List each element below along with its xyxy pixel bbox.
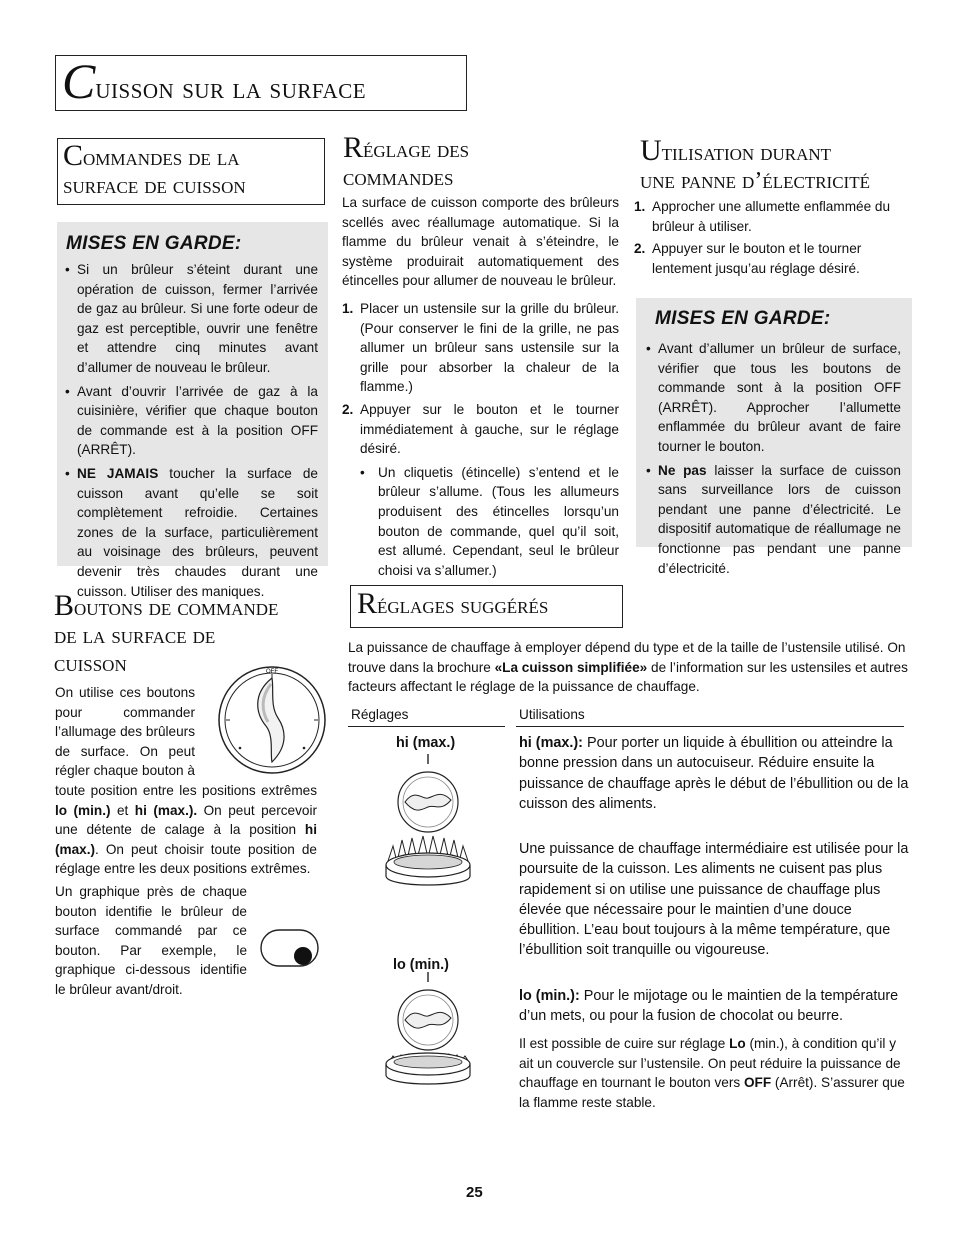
lo-label: lo (min.): [393, 957, 449, 973]
svg-text:OFF: OFF: [266, 669, 278, 675]
warning-item: • Avant d’ouvrir l’arrivée de gaz à la cuisinière, vérifier que chaque bouton de commande est à la position OFF (ARRÊT).: [65, 382, 318, 460]
hi-label: hi (max.): [396, 735, 456, 751]
reglage-intro: La surface de cuisson comporte des brûleurs scellés avec réallumage automatique. Si la flamme du brûleur venait à s’éteindre, le système produirait automatiquement des étincelles pour allumer de nouveau le brûleur.: [342, 195, 619, 289]
panne-steps: [634, 197, 910, 281]
commandes-warning-box: [57, 222, 328, 599]
knob-float-spacer: [195, 683, 317, 779]
commandes-warning-list: [65, 260, 318, 605]
page-title-initial: C: [62, 53, 96, 109]
panne-step: 2. Appuyer sur le bouton et le tourner lentement jusqu’au réglage désiré.: [634, 241, 862, 276]
commandes-heading-box: [57, 138, 325, 205]
suggeres-intro: La puissance de chauffage à employer dépend du type et de la taille de l’ustensile utilisé. On trouve dans la brochure «La cuisson simplifiée» de l’information sur les ustensiles et autres facteurs affectant le réglage de la puissance de chauffage.: [348, 640, 908, 695]
hi-knob-icon: [383, 752, 473, 937]
column-header-utilisations: Utilisations: [519, 707, 585, 722]
reglage-sub-list: [360, 463, 619, 581]
lo-note: Il est possible de cuire sur réglage Lo (min.), à condition qu’il y ait un couvercle sur l’ustensile. On peut réduire la puissance de chauffage en tournant le bouton vers OFF (Arrêt). S’assurer que la flamme reste stable.: [519, 1036, 905, 1110]
commandes-heading: Commandes de la surface de cuisson: [63, 139, 246, 199]
warning-item: • Ne pas laisser la surface de cuisson sans surveillance lors de cuisson pendant une panne d’électricité. Le dispositif automatique de réallumage ne fonctionne pas pendant une panne d’électricité.: [646, 461, 901, 579]
warning-title: MISES EN GARDE:: [655, 308, 831, 329]
panne-warning-list: [646, 339, 901, 582]
hi-description: hi (max.): Pour porter un liquide à ébullition ou atteindre la bonne pression dans un autocuiseur. Réduire ensuite la puissance de chauffage après le début de l’ébullition ou de la cuisson des aliments.: [519, 735, 909, 812]
page-title-rest: uisson sur la surface: [95, 72, 367, 105]
warning-item: • Si un brûleur s’éteint durant une opération de cuisson, fermer l’arrivée de gaz au brûleur. Si une forte odeur de gaz est perceptible, ouvrir une fenêtre et attendre cinq minutes avant d’allumer de nouveau le brûleur.: [65, 260, 318, 378]
panne-step: 1. Approcher une allumette enflammée du brûleur à utiliser.: [634, 199, 891, 234]
panne-warning-box: [636, 298, 912, 576]
reglage-sub-bullet: • Un cliquetis (étincelle) s’entend et le brûleur s’allume. (Tous les allumeurs produisent des étincelles lorsqu’un bouton de commande, quel qu’il soit, est allumé. Cependant, seul le brûleur choisi va s’allumer.): [360, 463, 619, 581]
panne-heading: Utilisation durant une panne d’électricité: [640, 134, 870, 194]
suggeres-heading: Réglages suggérés: [357, 587, 549, 620]
boutons-para2: Un graphique près de chaque bouton identifie le brûleur de surface commandé par ce bouton. Par exemple, le graphique ci-dessous identifie le brûleur avant/droit.: [55, 882, 317, 1000]
lo-knob-icon: [383, 972, 473, 1107]
reglage-steps: [342, 299, 619, 583]
boutons-para1: On utilise ces boutons pour commander l’allumage des brûleurs de surface. On peut régler chaque bouton à toute position entre les positions extrêmes lo (min.) et hi (max.). On peut percevoir une détente de calage à la position hi (max.). On peut choisir toute position de réglage entre les deux positions extrêmes.: [55, 685, 318, 877]
reglage-step: 2. Appuyer sur le bouton et le tourner immédiatement à gauche, sur le réglage désiré. • Un cliquetis (étincelle) s’entend et le brûleur s’allume. (Tous les allumeurs produisent des étincelles lorsqu’un bouton de commande, quel qu’il soit, est allumé. Cependant, seul le brûleur choisi va s’allumer.): [342, 400, 619, 580]
reglage-step: 1. Placer un ustensile sur la grille du brûleur. (Pour conserver le fini de la grille, ne pas allumer un brûleur sans ustensile sur la grille pour absorber la chaleur de la flamme.): [342, 301, 619, 395]
burner-location-icon: [259, 928, 321, 975]
warning-item: • Avant d’allumer un brûleur de surface, vérifier que tous les boutons de commande sont à la position OFF (ARRÊT). Approcher l’allumette enflammée du brûleur avant de faire tourner le bouton.: [646, 339, 901, 457]
reglage-heading: Réglage des commandes: [343, 131, 470, 191]
warning-title: MISES EN GARDE:: [66, 233, 242, 254]
suggeres-heading-box: [350, 585, 623, 628]
boutons-heading: Boutons de commande de la surface de cuisson: [54, 589, 279, 677]
page-number: 25: [466, 1184, 483, 1201]
warning-item: • NE JAMAIS toucher la surface de cuisson avant qu’elle se soit complètement refroidie. Certaines zones de la surface, particulièrement au voisinage des brûleurs, peuvent devenir très chaudes durant une cuisson. Utiliser des maniques.: [65, 464, 318, 601]
page-title: [62, 53, 367, 109]
column-rule-2: [516, 726, 904, 727]
lo-description: lo (min.): Pour le mijotage ou le maintien de la température d’un mets, ou pour la fusion de chocolat ou beurre.: [519, 988, 899, 1025]
page-title-box: [55, 55, 467, 111]
column-header-reglages: Réglages: [351, 707, 409, 722]
column-rule-1: [348, 726, 505, 727]
mid-description: Une puissance de chauffage intermédiaire est utilisée pour la poursuite de la cuisson. Les aliments ne cuisent pas plus rapidement si on utilise une puissance de chauffage plus élevée que nécessaire pour le maintien d’une douce ébullition. L’eau bout toujours à la même température, que l’ébullition soit tranquille ou vigoureuse.: [519, 841, 909, 959]
